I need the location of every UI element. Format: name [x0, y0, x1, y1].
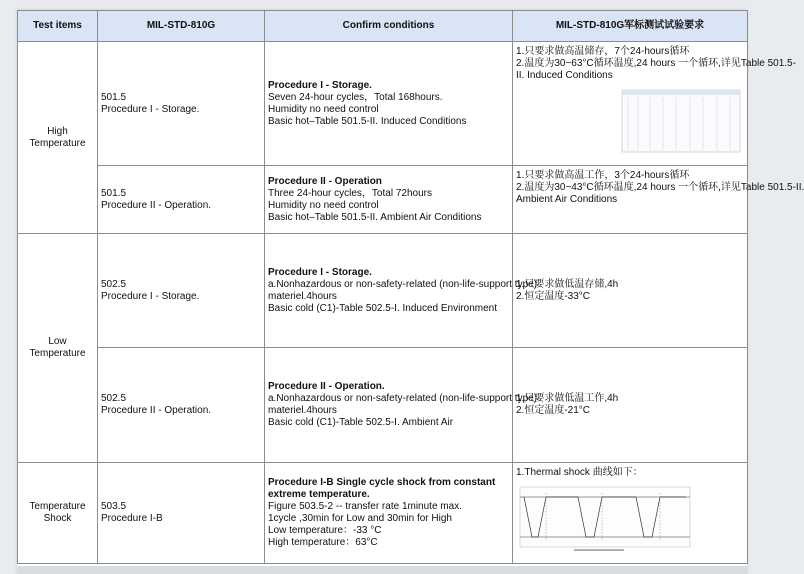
- table-row: [18, 234, 748, 348]
- test-requirements-table: [17, 10, 804, 564]
- group-temperature-shock: Temperature Shock: [18, 463, 98, 564]
- std-cell: 501.5 Procedure II - Operation.: [98, 166, 265, 234]
- table-row: [18, 166, 748, 234]
- condition-cell: Procedure I - Storage. a.Nonhazardous or non-safety-related (non-life-support type) materiel.4hours Basic cold (C1)-Table 502.5-I. Induced Environment: [265, 234, 513, 348]
- std-cell: 503.5 Procedure I-B: [98, 463, 265, 564]
- table-row: [18, 348, 748, 463]
- header-mil-std: MIL-STD-810G: [98, 11, 265, 42]
- std-cell: 501.5 Procedure I - Storage.: [98, 42, 265, 166]
- requirement-cell: 1.只要求做低温工作,4h 2.恒定温度-21°C: [513, 348, 748, 463]
- requirement-cell: 1.只要求做高温储存，7个24-hours循环 2.温度为30~63°C循环温度,24 hours 一个循环,详见Table 501.5- II. Induced Conditions: [513, 42, 748, 166]
- group-low-temperature: Low Temperature: [18, 234, 98, 463]
- std-cell: 502.5 Procedure I - Storage.: [98, 234, 265, 348]
- header-confirm-conditions: Confirm conditions: [265, 11, 513, 42]
- condition-cell: Procedure II - Operation. a.Nonhazardous or non-safety-related (non-life-support type) materiel.4hours Basic cold (C1)-Table 502.5-I. Ambient Air: [265, 348, 513, 463]
- table-row: [18, 463, 748, 564]
- condition-cell: Procedure I-B Single cycle shock from constant extreme temperature. Figure 503.5-2 -- transfer rate 1minute max. 1cycle ,30min for Low and 30min for High Low temperature：-33 °C High temperature：63°C: [265, 463, 513, 564]
- requirement-cell: 1.Thermal shock 曲线如下：: [513, 463, 748, 564]
- thermal-shock-curve-thumbnail: [516, 483, 744, 553]
- std-cell: 502.5 Procedure II - Operation.: [98, 348, 265, 463]
- table-row: [18, 42, 748, 166]
- group-high-temperature: High Temperature: [18, 42, 98, 234]
- condition-cell: Procedure I - Storage. Seven 24-hour cycles，Total 168hours. Humidity no need control Basic hot–Table 501.5-II. Induced Conditions: [265, 42, 513, 166]
- requirement-cell: 1.只要求做高温工作，3个24-hours循环 2.温度为30~43°C循环温度,24 hours 一个循环,详见Table 501.5-II. Ambient Air Conditions: [513, 166, 748, 234]
- header-requirements: MIL-STD-810G军标测试试验要求: [513, 11, 748, 42]
- document-sheet: [17, 10, 804, 574]
- header-row: [18, 11, 748, 42]
- bottom-edge: [17, 566, 747, 574]
- induced-conditions-table-thumbnail: [516, 86, 744, 156]
- requirement-cell: 1.只要求做低温存储,4h 2.恒定温度-33°C: [513, 234, 748, 348]
- condition-cell: Procedure II - Operation Three 24-hour cycles，Total 72hours Humidity no need control Basic hot–Table 501.5-II. Ambient Air Conditions: [265, 166, 513, 234]
- header-test-items: Test items: [18, 11, 98, 42]
